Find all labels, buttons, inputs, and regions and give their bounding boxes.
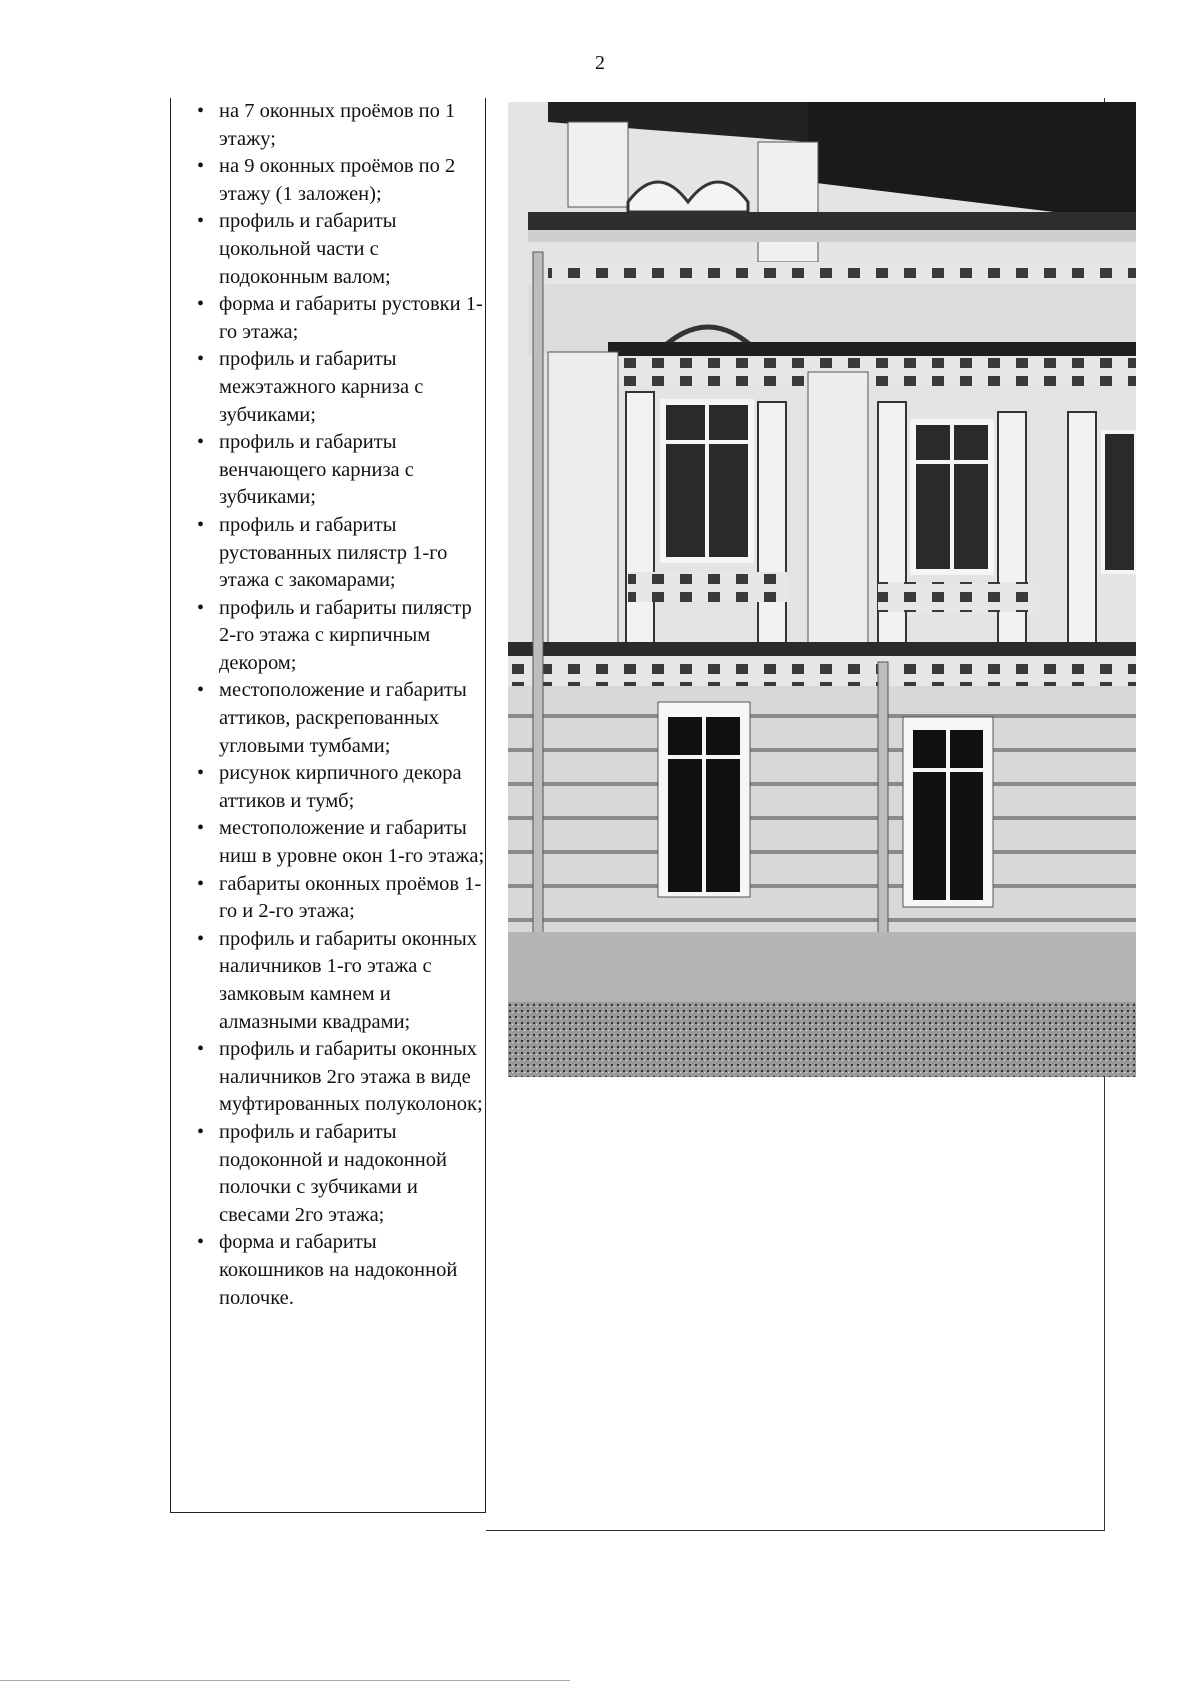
list-item: • профиль и габариты оконных наличников 1-го этажа с замковым камнем и алмазными квадрами; — [193, 926, 485, 1036]
list-item: • профиль и габариты венчающего карниза с зубчиками; — [193, 429, 485, 512]
list-item: • профиль и габариты подоконной и надоконной полочки с зубчиками и свесами 2го этажа; — [193, 1119, 485, 1229]
list-item: • профиль и габариты рустованных пилястр 1-го этажа с закомарами; — [193, 512, 485, 595]
list-item: • профиль и габариты пилястр 2-го этажа с кирпичным декором; — [193, 595, 485, 678]
list-item: • на 7 оконных проёмов по 1 этажу; — [193, 98, 485, 153]
list-item: • на 9 оконных проёмов по 2 этажу (1 заложен); — [193, 153, 485, 208]
list-item: • габариты оконных проёмов 1-го и 2-го этажа; — [193, 871, 485, 926]
building-facade-photo — [508, 102, 1136, 1077]
list-item: • профиль и габариты цокольной части с подоконным валом; — [193, 208, 485, 291]
list-item: • профиль и габариты оконных наличников 2го этажа в виде муфтированных полуколонок; — [193, 1036, 485, 1119]
features-list — [171, 98, 485, 1312]
list-item: • форма и габариты рустовки 1-го этажа; — [193, 291, 485, 346]
list-item: • местоположение и габариты ниш в уровне окон 1-го этажа; — [193, 815, 485, 870]
scan-edge-line — [0, 1680, 570, 1681]
list-item: • профиль и габариты межэтажного карниза с зубчиками; — [193, 346, 485, 429]
page-number: 2 — [595, 52, 605, 74]
list-item: • форма и габариты кокошников на надоконной полочке. — [193, 1229, 485, 1312]
list-item: • рисунок кирпичного декора аттиков и тумб; — [193, 760, 485, 815]
list-item: • местоположение и габариты аттиков, раскрепованных угловыми тумбами; — [193, 677, 485, 760]
features-column — [170, 98, 486, 1513]
